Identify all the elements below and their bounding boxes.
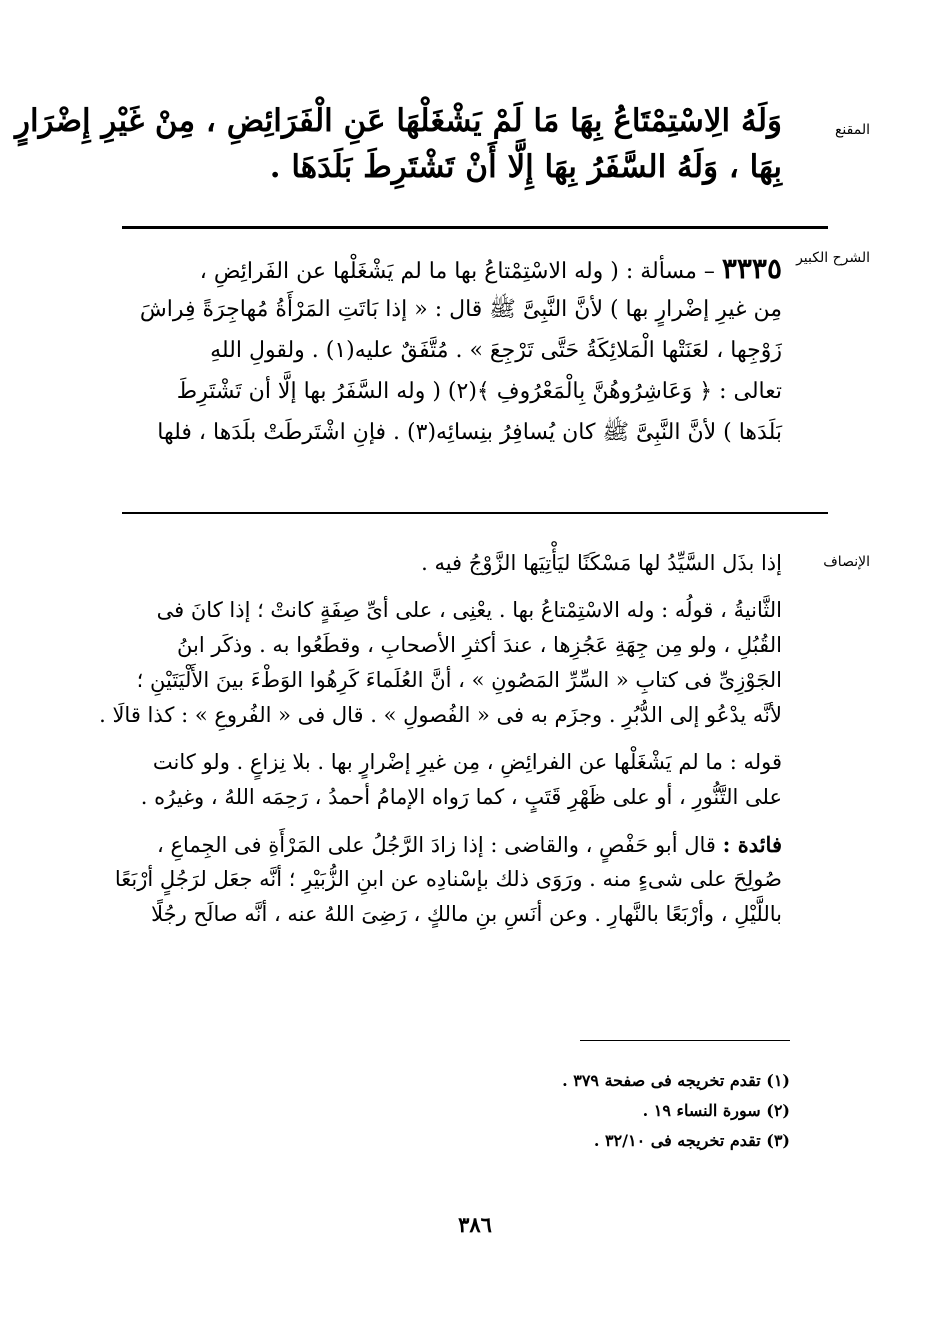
- insaf-line: الثَّانيةُ ، قولُه : وله الاسْتِمْتاعُ بها . يعْنِى ، على أىِّ صِفَةٍ كانتْ ؛ إذا كانَ فى: [156, 598, 782, 622]
- sharh-text: [102, 248, 782, 453]
- insaf-paragraph: [102, 827, 782, 932]
- thick-divider: [122, 226, 828, 229]
- footnote: (٣) تقدم تخريجه فى ٣٢/١٠ .: [593, 1131, 790, 1150]
- insaf-line: لأنَّه يدْعُو إلى الدُّبُرِ . وجزَم به فى « الفُصولِ » . قال فى « الفُروعِ » : كذا قالَا .: [99, 703, 782, 727]
- insaf-paragraph: [102, 745, 782, 815]
- sharh-first-line-rest: – مسألة : ( وله الاسْتِمْتاعُ بها ما لم يَشْغَلْها عن الفَرائِضِ ،: [199, 259, 722, 284]
- sharh-line: مِن غيرِ إضْرارٍ بها ) لأنَّ النَّبِىَّ ﷺ قال : « إذا بَاتَتِ المَرْأَةُ مُهاجِرَةً فِراشَ: [139, 297, 782, 322]
- muqni-line: وَلَهُ الِاسْتِمْتَاعُ بِهَا مَا لَمْ يَشْغَلْهَا عَنِ الْفَرَائِضِ ، مِنْ غَيْرِ إِضْرَارٍ: [15, 103, 782, 139]
- sharh-line: بَلَدَها ) لأنَّ النَّبِىَّ ﷺ كان يُسافِرُ بنِسائِه(٣) . فإنِ اشْتَرطَتْ بلَدَها ، فلها: [157, 420, 782, 445]
- insaf-paragraph: [99, 593, 782, 733]
- insaf-line: قوله : ما لم يَشْغَلْها عن الفرائِضِ ، مِن غيرِ إضْرارٍ بها . بلا نِزاعٍ . ولو كانت: [152, 750, 782, 774]
- side-label-muqni: المقنع: [834, 122, 870, 138]
- footnote: (١) تقدم تخريجه فى صفحة ٣٧٩ .: [562, 1071, 790, 1090]
- insaf-first-line: [102, 827, 782, 862]
- issue-number: ٣٣٣٥: [721, 252, 782, 285]
- insaf-paragraph: [102, 546, 782, 581]
- insaf-line: القُبُلِ ، ولو مِن جِهَةِ عَجُزِها ، عندَ أكثرِ الأصحابِ ، وقطَعُوا به . وذكَر ابنُ: [176, 633, 782, 657]
- page-number: ٣٨٦: [458, 1212, 492, 1237]
- footnote: (٢) سورة النساء ١٩ .: [642, 1101, 790, 1120]
- thin-divider: [122, 512, 828, 514]
- muqni-line: بِهَا ، وَلَهُ السَّفَرُ بِهَا إِلَّا أَنْ تَشْتَرِطَ بَلَدَهَا .: [269, 149, 782, 185]
- insaf-line: إذا بذَل السَّيِّدُ لها مَسْكَنًا ليَأْتِيَها الزَّوْجُ فيه .: [421, 551, 782, 575]
- sharh-first-line: [102, 248, 782, 289]
- faida-label: فائدة :: [722, 832, 782, 857]
- footnote-divider: [580, 1040, 790, 1041]
- insaf-line: الجَوْزِىِّ فى كتابِ « السِّرِّ المَصُونِ » ، أنَّ العُلَماءَ كَرِهُوا الوَطْءَ بينَ الأَلْيَتَيْنِ ؛: [136, 668, 782, 692]
- footnotes: [290, 1066, 790, 1156]
- insaf-line: على التَّنُّورِ ، أو على ظَهْرِ قَتَبٍ ، كما رَواه الإمامُ أحمدُ ، رَحِمَه اللهُ ، وغيرُه .: [140, 785, 782, 809]
- sharh-line: تعالى : ﴿ وَعَاشِرُوهُنَّ بِالْمَعْرُوفِ ﴾(٢) ( وله السَّفَرُ بها إلَّا أن تَشْتَرِطَ: [176, 379, 782, 404]
- insaf-line: باللَّيْلِ ، وأرْبَعًا بالنَّهارِ . وعن أنَسِ بنِ مالكٍ ، رَضِىَ اللهُ عنه ، أنَّه صالَح رجُلًا: [151, 902, 782, 926]
- side-label-insaf: الإنصاف: [823, 554, 870, 570]
- side-label-sharh: الشرح الكبير: [796, 250, 870, 266]
- insaf-text: [99, 546, 782, 944]
- sharh-line: زَوْجِها ، لعَنَتْها الْمَلائِكَةُ حَتَّى تَرْجِعَ » . مُتَّفَقٌ عليه(١) . ولقولِ اللهِ: [210, 338, 782, 363]
- insaf-first-line-rest: قال أبو حَفْصٍ ، والقاضى : إذا زادَ الرَّجُلُ على المَرْأَةِ فى الجِماعِ ،: [157, 833, 723, 857]
- insaf-line: صُولِحَ على شىءٍ منه . ورَوَى ذلك بإسْنادِه عن ابنِ الزُّبَيْرِ ؛ أنَّه جعَل لرَجُلٍ أرْبَعًا: [114, 867, 782, 891]
- muqni-text: [15, 98, 782, 190]
